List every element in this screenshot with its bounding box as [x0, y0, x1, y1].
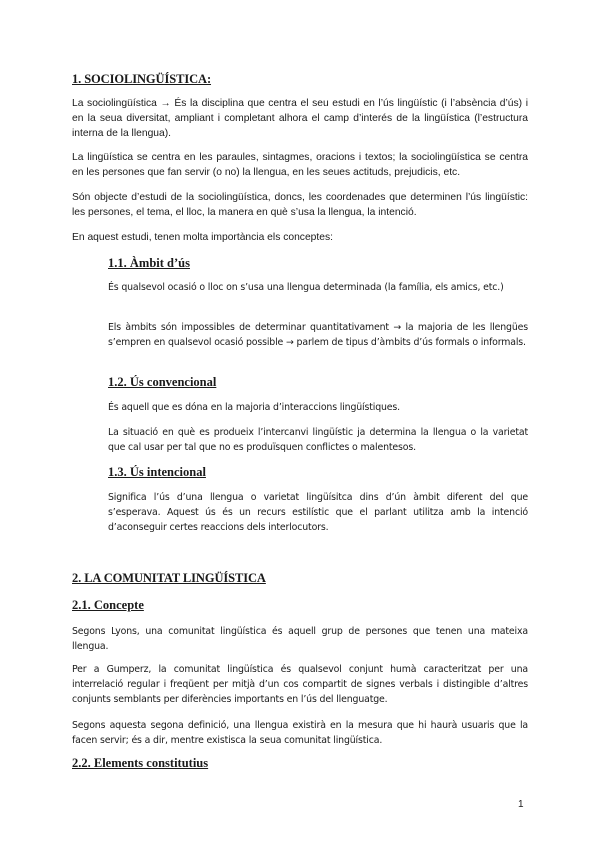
page-number: 1 [518, 799, 524, 810]
paragraph: La situació en què es produeix l’intercanvi lingüístic ja determina la llengua o la varietat que cal usar per tal que no es produïsquen conflictes o malentesos. [108, 427, 528, 453]
subsection-1-2-title: 1.2. Ús convencional [108, 375, 217, 389]
paragraph: Segons aquesta segona definició, una llengua existirà en la mesura que hi haurà usuaris que la facen servir; és a dir, mentre existisca la seua comunitat lingüística. [72, 720, 528, 746]
subsection-2-1-title: 2.1. Concepte [72, 598, 144, 612]
paragraph: És qualsevol ocasió o lloc on s’usa una llengua determinada (la família, els amics, etc.) [108, 282, 504, 293]
section-2-title: 2. LA COMUNITAT LINGÜÍSTICA [72, 571, 266, 585]
paragraph: Són objecte d’estudi de la sociolingüística, doncs, les coordenades que determinen l’ús lingüístic: les persones, el tema, el lloc, la manera en què s’usa la llengua, la intenció. [72, 192, 528, 218]
paragraph: Significa l’ús d’una llengua o varietat lingüísitca dins d’ún àmbit diferent del que s’esperava. Aquest ús és un recurs estilístic que el parlant utilitza amb la intenció d’aconseguir certes reaccions dels interlocutors. [108, 492, 528, 533]
subsection-1-3-title: 1.3. Ús intencional [108, 465, 206, 479]
paragraph: En aquest estudi, tenen molta importància els conceptes: [72, 232, 334, 243]
paragraph: És aquell que es dóna en la majoria d’interaccions lingüístiques. [108, 402, 400, 413]
paragraph: La sociolingüística → És la disciplina que centra el seu estudi en l’ús lingüístic (i l’absència d’ús) i en la seua diversitat, ampliant i completant alhora el camp d’interés de la lingüística (l’estructura interna de la llengua). [72, 98, 528, 139]
paragraph: Els àmbits són impossibles de determinar quantitativament → la majoria de les llengües s’empren en qualsevol ocasió possible → parlem de tipus d’àmbits d’ús formals o informals. [108, 322, 528, 348]
paragraph: Segons Lyons, una comunitat lingüística és aquell grup de persones que tenen una mateixa llengua. [72, 626, 528, 652]
paragraph: La lingüística se centra en les paraules, sintagmes, oracions i textos; la sociolingüística se centra en les persones que fan servir (o no) la llengua, en les seues actituds, prejudicis, etc. [72, 152, 528, 178]
paragraph: Per a Gumperz, la comunitat lingüística és qualsevol conjunt humà caracteritzat per una interrelació regular i freqüent per mitjà d’un cos compartit de signes verbals i distingible d’altres conjunts semblants per diferències importants en l’ús del llenguatge. [72, 664, 528, 705]
subsection-1-1-title: 1.1. Àmbit d’ús [108, 256, 190, 270]
subsection-2-2-title: 2.2. Elements constitutius [72, 756, 209, 770]
section-1-title: 1. SOCIOLINGÜÍSTICA: [72, 72, 212, 86]
